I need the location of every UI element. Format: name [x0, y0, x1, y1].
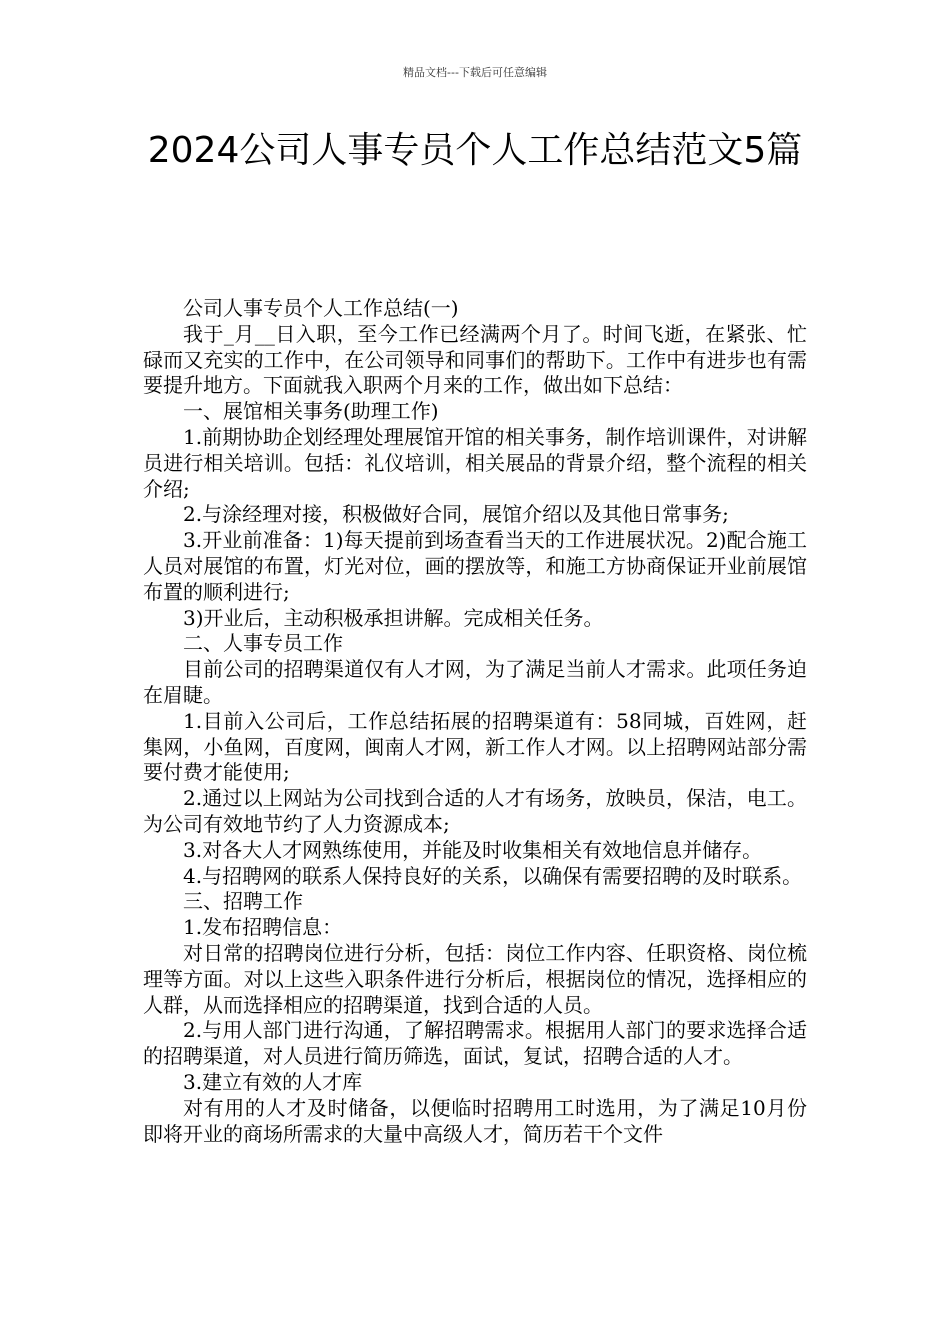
document-title: 2024公司人事专员个人工作总结范文5篇 [147, 130, 803, 171]
document-body [143, 296, 807, 1147]
section-heading: 三、招聘工作 [183, 889, 303, 914]
paragraph: 3.开业前准备：1)每天提前到场查看当天的工作进展状况。2)配合施工人员对展馆的布置，灯光对位，画的摆放等，和施工方协商保证开业前展馆布置的顺利进行; [143, 528, 807, 604]
paragraph: 我于_月__日入职，至今工作已经满两个月了。时间飞逝，在紧张、忙碌而又充实的工作中，在公司领导和同事们的帮助下。工作中有进步也有需要提升地方。下面就我入职两个月来的工作，做出如下总结： [143, 321, 807, 398]
paragraph: 1.前期协助企划经理处理展馆开馆的相关事务，制作培训课件，对讲解员进行相关培训。包括：礼仪培训，相关展品的背景介绍，整个流程的相关介绍; [143, 424, 807, 501]
section-heading: 二、人事专员工作 [183, 631, 343, 656]
paragraph: 公司人事专员个人工作总结(一) [183, 296, 459, 320]
paragraph: 3.建立有效的人才库 [183, 1069, 363, 1094]
paragraph: 3.对各大人才网熟练使用，并能及时收集相关有效地信息并储存。 [183, 837, 763, 862]
paragraph: 2.通过以上网站为公司找到合适的人才有场务，放映员，保洁，电工。为公司有效地节约了人力资源成本; [143, 786, 807, 836]
paragraph: 2.与涂经理对接，积极做好合同，展馆介绍以及其他日常事务; [183, 502, 729, 527]
paragraph: 对有用的人才及时储备，以便临时招聘用工时选用，为了满足10月份即将开业的商场所需求的大量中高级人才，简历若干个文件 [143, 1095, 807, 1146]
section-heading: 一、展馆相关事务(助理工作) [183, 399, 439, 424]
paragraph: 3)开业后，主动积极承担讲解。完成相关任务。 [183, 605, 604, 630]
paragraph: 1.发布招聘信息： [183, 915, 343, 940]
header-note: 精品文档---下载后可任意编辑 [403, 66, 547, 79]
paragraph: 对日常的招聘岗位进行分析，包括：岗位工作内容、任职资格、岗位梳理等方面。对以上这些入职条件进行分析后，根据岗位的情况，选择相应的人群，从而选择相应的招聘渠道，找到合适的人员。 [143, 940, 807, 1017]
paragraph: 4.与招聘网的联系人保持良好的关系，以确保有需要招聘的及时联系。 [183, 863, 803, 888]
paragraph: 2.与用人部门进行沟通，了解招聘需求。根据用人部门的要求选择合适的招聘渠道，对人员进行简历筛选，面试，复试，招聘合适的人才。 [143, 1018, 807, 1069]
paragraph: 1.目前入公司后，工作总结拓展的招聘渠道有：58同城，百姓网，赶集网，小鱼网，百度网，闽南人才网，新工作人才网。以上招聘网站部分需要付费才能使用; [143, 708, 807, 785]
paragraph: 目前公司的招聘渠道仅有人才网，为了满足当前人才需求。此项任务迫在眉睫。 [143, 657, 807, 707]
